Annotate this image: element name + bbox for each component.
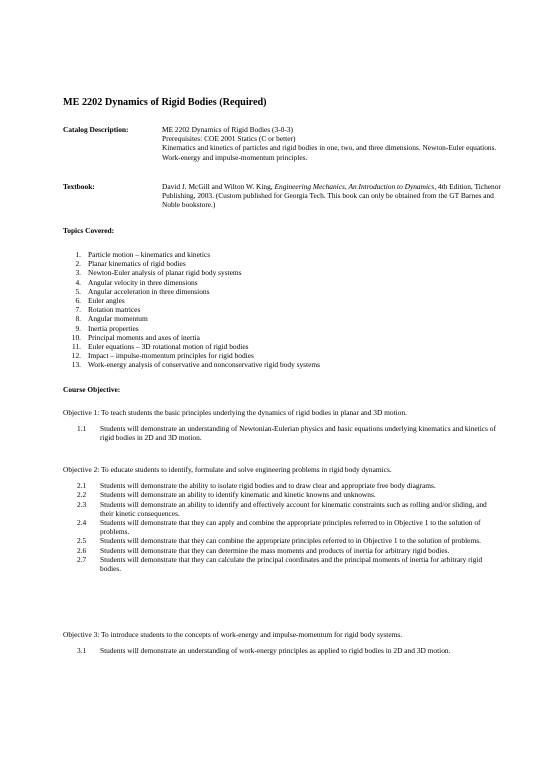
list-item: 7. Rotation matrices: [75, 305, 141, 315]
catalog-summary: Kinematics and kinetics of particles and rigid bodies in one, two, and three dimensions. Newton-Euler equations. Work-energy and impulse-momentum principles.: [162, 143, 497, 162]
list-item: 9. Inertia properties: [75, 323, 139, 333]
list-item: 12. Impact – impulse-momentum principles for rigid bodies: [71, 351, 254, 361]
catalog-prerequisites: Prerequisites: COE 2001 Statics (C or better): [162, 134, 296, 144]
objective-intro: Objective 2: To educate students to identify, formulate and solve engineering problems in rigid body dynamics.: [63, 465, 392, 474]
objective-item: 3.1 Students will demonstrate an understanding of work-energy principles as applied to rigid bodies in 2D and 3D motion.: [77, 646, 451, 656]
list-item: 8. Angular momentum: [75, 314, 148, 324]
list-item: 13. Work-energy analysis of conservative and nonconservative rigid body systems: [71, 360, 321, 370]
list-item: 3. Newton-Euler analysis of planar rigid body systems: [75, 268, 242, 278]
textbook-details: , 4th Edition, Tichenor Publishing, 2003. (Custom published for Georgia Tech. This book can only be obtained from the GT Barnes and Noble bookstore.): [162, 182, 501, 210]
catalog-course-line: ME 2202 Dynamics of Rigid Bodies (3-0-3): [162, 125, 293, 134]
list-item: 6. Euler angles: [75, 295, 125, 305]
objective-intro: Objective 3: To introduce students to the concepts of work-energy and impulse-momentum for rigid body systems.: [63, 630, 403, 639]
objective-2: [63, 465, 500, 573]
objective-item: 2.3 Students will demonstrate an ability to identify and effectively account for kinematic constraints such as rolling and/or sliding, and their kinetic consequences.: [77, 499, 487, 518]
list-item: 4. Angular velocity in three dimensions: [75, 277, 198, 287]
objective-item: 2.7 Students will demonstrate that they can calculate the principal coordinates and the principal moments of inertia for arbitrary rigid bodies.: [77, 554, 483, 574]
objective-3: [63, 630, 500, 655]
list-item: 10. Principal moments and axes of inertia: [71, 332, 200, 342]
objective-1: [63, 408, 500, 443]
course-objective-heading: Course Objective:: [63, 385, 121, 394]
list-item: 11. Euler equations – 3D rotational motion of rigid bodies: [72, 341, 249, 351]
catalog-description: [162, 125, 502, 162]
list-item: 5. Angular acceleration in three dimensions: [75, 286, 210, 296]
list-item: 1. Particle motion – kinematics and kinetics: [75, 250, 211, 259]
list-item: 2. Planar kinematics of rigid bodies: [75, 259, 186, 269]
objective-item: 1.1 Students will demonstrate an understanding of Newtonian-Eulerian physics and basic equations underlying kinematics and kinetics of rigid bodies in 2D and 3D motion.: [77, 424, 496, 443]
course-title: ME 2202 Dynamics of Rigid Bodies (Required): [63, 97, 267, 108]
textbook-title: Engineering Mechanics, An Introduction to Dynamics: [274, 182, 435, 191]
topics-heading: Topics Covered:: [63, 226, 115, 235]
catalog-label: Catalog Description:: [63, 125, 129, 134]
topics-list: [63, 250, 493, 369]
objective-item: 2.2 Students will demonstrate an ability to identify kinematic and kinetic knowns and unknowns.: [77, 490, 376, 500]
objective-item: 2.6 Students will demonstrate that they can determine the mass moments and products of inertia for arbitrary rigid bodies.: [77, 545, 450, 555]
objective-item: 2.4 Students will demonstrate that they can apply and combine the appropriate principles referred to in Objective 1 to the solution of problems.: [77, 518, 481, 537]
objective-item: 2.1 Students will demonstrate the ability to isolate rigid bodies and to draw clear and appropriate free body diagrams.: [77, 481, 436, 491]
textbook-label: Textbook:: [63, 182, 95, 191]
textbook-description: [162, 182, 502, 210]
objective-item: 2.5 Students will demonstrate that they can combine the appropriate principles referred to in Objective 1 to the solution of problems.: [77, 536, 481, 546]
objective-intro: Objective 1: To teach students the basic principles underlying the dynamics of rigid bodies in planar and 3D motion.: [63, 408, 407, 417]
textbook-authors: David J. McGill and Wilton W. King,: [162, 182, 275, 191]
